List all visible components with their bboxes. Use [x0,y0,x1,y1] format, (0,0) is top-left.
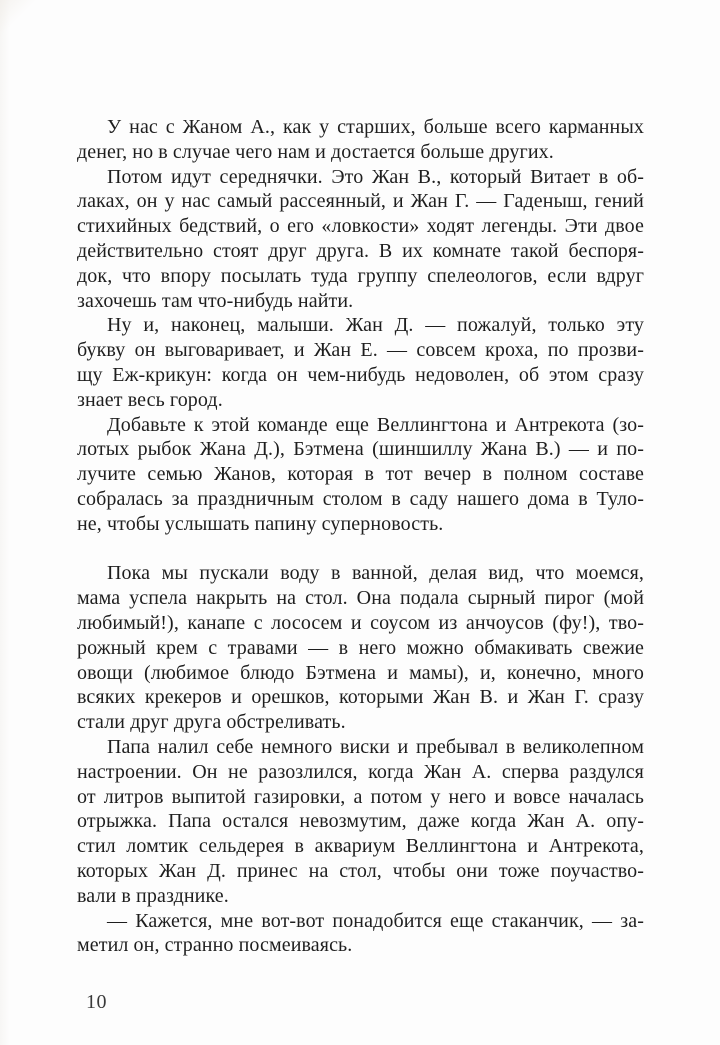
paragraph [77,115,644,165]
text-line: рожный крем с травами — в него можно обмакивать свежие [77,636,644,659]
text-line: не, чтобы услышать папину суперновость. [77,512,444,535]
text-line: Пока мы пускали воду в ванной, делая вид, что моемся, [107,562,644,585]
paragraph [77,413,644,537]
text-line: букву он выговаривает, и Жан Е. — совсем кроха, по прозви- [77,339,644,362]
text-line: захочешь там что-нибудь найти. [77,289,354,312]
text-line: метил он, странно посмеиваясь. [77,934,353,957]
text-line: Ну и, наконец, малыши. Жан Д. — пожалуй, только эту [107,314,644,337]
text-line: которых Жан Д. принес на стол, чтобы они тоже поучаство- [77,859,644,882]
text-section [77,115,644,537]
text-line: — Кажется, мне вот-вот понадобится еще стаканчик, — за- [107,909,644,932]
text-line: лаках, он у нас самый рассеянный, и Жан Г. — Гаденыш, гений [77,190,644,213]
text-line: настроении. Он не разозлился, когда Жан А. сперва раздулся [77,760,644,783]
paragraph [77,313,644,412]
page-number: 10 [86,991,107,1013]
text-line: У нас с Жаном А., как у старших, больше всего карманных [107,116,644,138]
text-line: всяких крекеров и орешков, которыми Жан В. и Жан Г. сразу [77,686,644,709]
text-line: стил ломтик сельдерея в аквариум Веллингтона и Антрекота, [77,835,644,858]
text-line: денег, но в случае чего нам и достается больше других. [77,140,554,163]
text-line: любимый!), канапе с лососем и соусом из анчоусов (фу!), тво- [77,611,644,634]
paragraph [77,561,644,735]
text-line: вали в празднике. [77,884,229,907]
text-line: собралась за праздничным столом в саду нашего дома в Туло- [77,487,644,510]
text-line: Потом идут середнячки. Это Жан В., который Витает в об- [107,165,644,188]
text-line: док, что впору посылать туда группу спелеологов, если вдруг [77,264,644,287]
text-line: лучите семью Жанов, которая в тот вечер в полном составе [77,463,644,486]
paragraph [77,909,644,959]
text-section [77,561,644,958]
text-line: от литров выпитой газировки, а потом у него и вовсе началась [77,785,644,808]
text-line: Папа налил себе немного виски и пребывал в великолепном [107,735,644,758]
text-line: стихийных бедствий, о его «ловкости» ходят легенды. Эти двое [77,215,644,238]
text-line: мама успела накрыть на стол. Она подала сырный пирог (мой [77,587,644,610]
page-text [77,115,644,958]
paragraph [77,735,644,909]
text-line: лотых рыбок Жана Д.), Бэтмена (шиншиллу Жана В.) — и по- [77,438,644,461]
text-line: овощи (любимое блюдо Бэтмена и мамы), и, конечно, много [77,661,644,684]
paragraph [77,165,644,314]
text-line: отрыжка. Папа остался невозмутим, даже когда Жан А. опу- [77,810,644,833]
text-line: стали друг друга обстреливать. [77,711,346,734]
text-line: знает весь город. [77,388,223,411]
text-line: щу Еж-крикун: когда он чем-нибудь недоволен, об этом сразу [77,363,644,386]
text-line: действительно стоят друг друга. В их комнате такой беспоря- [77,239,644,262]
text-line: Добавьте к этой команде еще Веллингтона и Антрекота (зо- [107,413,644,436]
